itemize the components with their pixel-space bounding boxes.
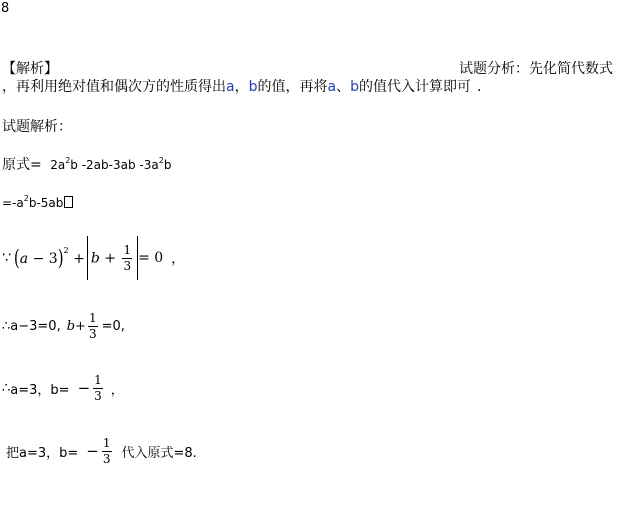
eq-equals-zero: = 0 xyxy=(138,250,164,266)
analysis-text-1: ，再利用绝对值和偶次方的性质得出 xyxy=(2,79,226,95)
frac-num-4: 1 xyxy=(102,435,111,450)
therefore-line-1 xyxy=(2,306,125,346)
substitution-minus: − xyxy=(86,442,99,460)
fraction-one-third-2 xyxy=(88,312,98,341)
therefore-symbol-1: ∴ xyxy=(2,318,11,334)
analysis-period: . xyxy=(476,79,482,95)
eq-var-b: b xyxy=(90,250,100,266)
frac-num: 1 xyxy=(123,242,132,257)
therefore-1-var-b: b xyxy=(66,318,76,334)
therefore-line-2 xyxy=(2,368,124,408)
therefore-symbol-2: ∴ xyxy=(2,380,11,396)
right-paren: ) xyxy=(57,244,64,272)
frac-den-4: 3 xyxy=(102,451,111,466)
eq-plus: + xyxy=(68,251,85,267)
analysis-line2 xyxy=(2,76,481,96)
eq-minus-3: − 3 xyxy=(28,251,58,267)
variable-b-2: b xyxy=(350,79,359,95)
eq-plus-2: + xyxy=(99,250,121,266)
answer-value: 8 xyxy=(1,1,10,16)
separator-dun: 、 xyxy=(336,79,351,95)
simplified-exponent: 2 xyxy=(23,194,29,203)
eq-var-a: a xyxy=(19,251,29,267)
eq-comma: ， xyxy=(171,251,186,267)
absolute-value xyxy=(87,244,138,273)
solution-heading: 试题解析： xyxy=(2,119,72,135)
therefore-2-text: a=3，b= xyxy=(10,382,70,398)
analysis-text-2: 的值，再将 xyxy=(257,79,328,95)
therefore-1-plus: + xyxy=(75,318,86,334)
variable-a: a xyxy=(226,79,235,95)
variable-b: b xyxy=(248,79,258,95)
fraction-one-third-4 xyxy=(102,437,112,466)
fraction-one-third-3 xyxy=(93,374,103,403)
variable-a-2: a xyxy=(327,79,337,95)
term-1a: 2a xyxy=(50,158,66,172)
analysis-summary: 试题分析：先化简代数式 xyxy=(459,61,613,77)
original-expression xyxy=(2,154,171,174)
placeholder-box-icon xyxy=(64,196,73,208)
frac-den: 3 xyxy=(123,258,132,273)
therefore-2-minus: − xyxy=(77,379,91,397)
simplified-a: =-a xyxy=(2,196,24,210)
frac-num-3: 1 xyxy=(94,372,102,387)
term-1b: b -2ab-3ab -3a xyxy=(70,158,159,172)
therefore-1-end: =0, xyxy=(101,318,125,334)
therefore-1-text: a−3=0, xyxy=(10,318,61,334)
term-2-exponent: 2 xyxy=(158,156,164,165)
original-prefix: 原式= xyxy=(2,157,42,173)
simplified-expression xyxy=(2,196,73,210)
term-1-exponent: 2 xyxy=(65,156,71,165)
because-symbol: ∵ xyxy=(2,250,11,266)
substitution-end: 代入原式=8. xyxy=(121,445,197,461)
given-equation xyxy=(2,238,185,278)
term-2b: b xyxy=(163,158,172,172)
frac-den-2: 3 xyxy=(88,326,97,341)
analysis-text-3: 的值代入计算即可 xyxy=(358,79,471,95)
eq-square: 2 xyxy=(63,246,69,255)
substitution-line xyxy=(6,431,197,471)
simplified-b: b-5ab xyxy=(28,196,64,210)
frac-den-3: 3 xyxy=(94,388,102,403)
abs-right-bar xyxy=(137,236,138,280)
substitution-text: 把a=3，b= xyxy=(6,445,79,461)
fraction-one-third xyxy=(122,244,132,273)
analysis-tag: 【解析】 xyxy=(2,61,58,77)
abs-left-bar xyxy=(87,236,88,280)
separator-comma: ， xyxy=(234,79,249,95)
therefore-2-end: ， xyxy=(110,382,124,398)
frac-num-2: 1 xyxy=(88,310,97,325)
left-paren: ( xyxy=(13,244,20,272)
